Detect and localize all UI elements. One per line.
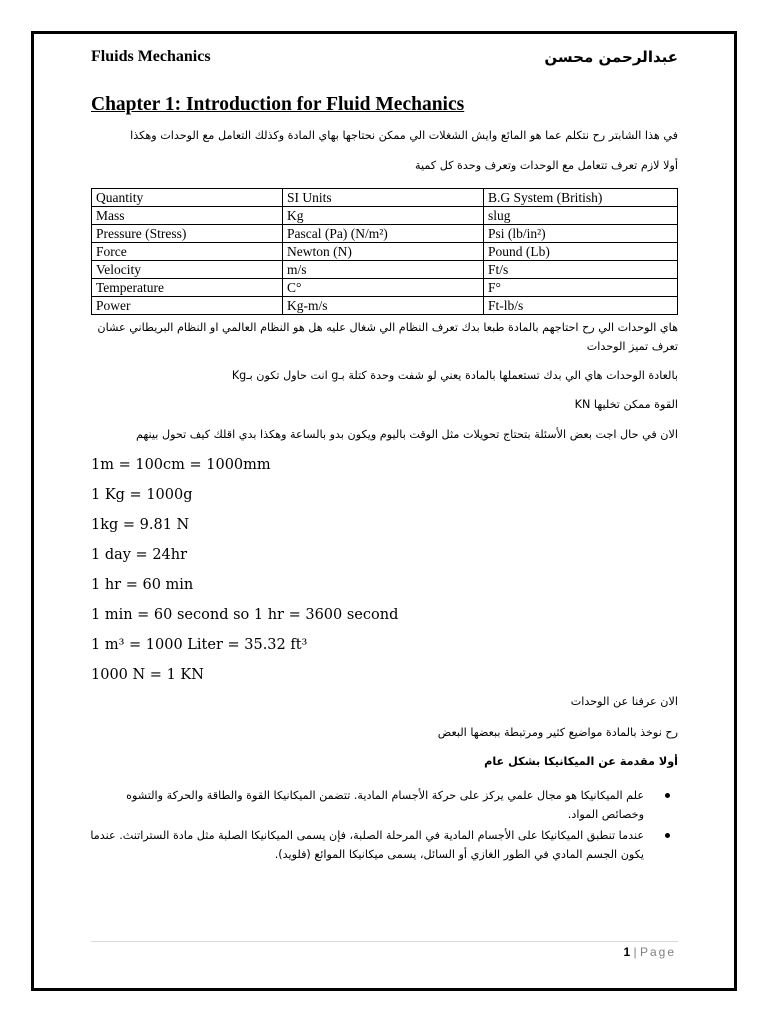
equation-hour: 1 hr = 60 min [91, 577, 194, 593]
header-author-name: عبدالرحمن محسن [544, 48, 678, 66]
equation-length: 1m = 100cm = 1000mm [91, 457, 271, 473]
equation-day: 1 day = 24hr [91, 547, 188, 563]
table-cell: Temperature [92, 279, 283, 297]
footer-separator: | [630, 945, 640, 959]
bullet-icon [665, 833, 670, 838]
table-cell: Pressure (Stress) [92, 225, 283, 243]
units-table [91, 188, 678, 315]
page-footer [623, 945, 676, 959]
list-item-text: علم الميكانيكا هو مجال علمي يركز على حركة الأجسام المادية. تتضمن الميكانيكا القوة والطاقة والحركة والتشوه وخصائص المواد. [126, 789, 644, 821]
equation-weight: 1kg = 9.81 N [91, 517, 190, 533]
table-header-cell: SI Units [283, 189, 484, 207]
table-row [92, 243, 678, 261]
table-cell: Psi (lb/in²) [484, 225, 678, 243]
table-cell: Power [92, 297, 283, 315]
table-cell: Velocity [92, 261, 283, 279]
footer-divider [91, 941, 678, 942]
header-course-title: Fluids Mechanics [91, 48, 211, 65]
table-header-cell: B.G System (British) [484, 189, 678, 207]
intro-paragraph-1: في هذا الشابتر رح نتكلم عما هو المائع وايش الشغلات الي ممكن نحتاجها بهاي المادة وكذلك التعامل مع الوحدات وهكذا [130, 129, 678, 142]
table-row [92, 297, 678, 315]
topics-note: رح نوخذ بالمادة مواضيع كثير ومرتبطة ببعضها البعض [437, 726, 678, 739]
kn-note: القوة ممكن تخليها KN [574, 398, 678, 411]
table-cell: Mass [92, 207, 283, 225]
mechanics-heading: أولا مقدمة عن الميكانيكا بشكل عام [484, 755, 678, 768]
table-row [92, 207, 678, 225]
units-system-note: هاي الوحدات الي رح احتاجهم بالمادة طبعا بدك تعرف النظام الي شغال عليه هل هو النظام العالمي او النظام البريطاني عشان تعرف تميز الوحدات [97, 321, 678, 353]
mechanics-bullet-list [86, 786, 678, 866]
equation-minute: 1 min = 60 second so 1 hr = 3600 second [91, 607, 399, 623]
table-header-row [92, 189, 678, 207]
table-cell: Force [92, 243, 283, 261]
table-cell: Pound (Lb) [484, 243, 678, 261]
bullet-icon [665, 793, 670, 798]
table-row [92, 279, 678, 297]
intro-paragraph-2: أولا لازم تعرف تتعامل مع الوحدات وتعرف وحدة كل كمية [414, 159, 678, 172]
known-units-note: الان عرفنا عن الوحدات [570, 695, 678, 708]
table-cell: Kg-m/s [283, 297, 484, 315]
conversion-note: الان في حال اجت بعض الأسئلة بتحتاج تحويلات مثل الوقت باليوم ويكون بدو بالساعة وهكذا بدي اقلك كيف تحول بينهم [135, 428, 678, 441]
equation-force: 1000 N = 1 KN [91, 667, 204, 683]
table-cell: Newton (N) [283, 243, 484, 261]
table-row [92, 261, 678, 279]
table-cell: F° [484, 279, 678, 297]
chapter-title: Chapter 1: Introduction for Fluid Mechanics [91, 94, 465, 115]
table-cell: m/s [283, 261, 484, 279]
table-row [92, 225, 678, 243]
page-number: 1 [623, 945, 631, 959]
list-item [86, 826, 678, 864]
equation-mass: 1 Kg = 1000g [91, 487, 193, 503]
list-item [86, 786, 678, 824]
list-item-text: عندما تنطبق الميكانيكا على الأجسام المادية في المرحلة الصلبة، فإن يسمى الميكانيكا الصلبة مثل مادة الستراتنث. عندما يكون الجسم المادي في الطور الغازي أو السائل، يسمى ميكانيكا الموائع (فلويد). [90, 829, 644, 861]
table-cell: Kg [283, 207, 484, 225]
equation-volume: 1 m³ = 1000 Liter = 35.32 ft³ [91, 637, 308, 653]
kg-note: بالعادة الوحدات هاي الي بدك تستعملها بالمادة يعني لو شفت وحدة كتلة بـg انت حاول تكون بـKg [231, 369, 678, 382]
table-header-cell: Quantity [92, 189, 283, 207]
table-cell: Ft-lb/s [484, 297, 678, 315]
table-cell: Pascal (Pa) (N/m²) [283, 225, 484, 243]
page-label: Page [639, 945, 676, 959]
table-cell: C° [283, 279, 484, 297]
table-cell: slug [484, 207, 678, 225]
table-cell: Ft/s [484, 261, 678, 279]
